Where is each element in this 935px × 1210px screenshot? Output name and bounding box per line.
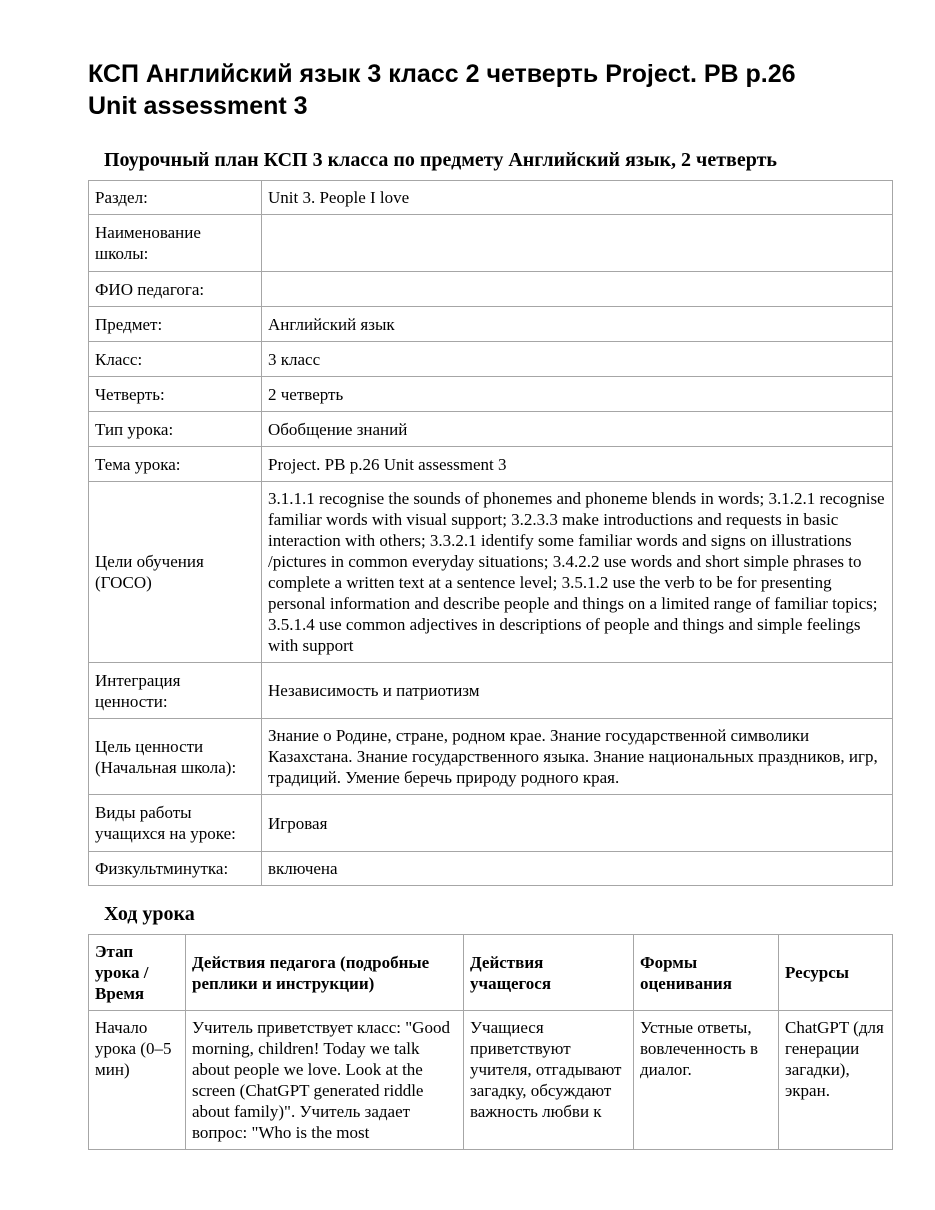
row-value — [262, 272, 893, 307]
row-label: Интеграция ценности: — [89, 663, 262, 719]
header-assessment: Формы оценивания — [634, 935, 779, 1011]
row-label: Тема урока: — [89, 447, 262, 482]
table-row — [89, 795, 893, 852]
header-student-actions: Действия учащегося — [464, 935, 634, 1011]
row-value: 3.1.1.1 recognise the sounds of phonemes and phoneme blends in words; 3.1.2.1 recognise familiar words with visual support; 3.2.3.3 make introductions and requests in basic interaction with others; 3.3.2.1 identify some familiar words and signs on illustrations /pictures in common everyday situations; 3.4.2.2 use words and short simple phrases to complete a written text at a sentence level; 3.5.1.2 use the verb to be for presenting personal information and describe people and things on a limited range of familiar topics; 3.5.1.4 use common adjectives in descriptions of people and things and simple feelings with support — [262, 482, 893, 663]
table-row — [89, 215, 893, 272]
row-value: 2 четверть — [262, 377, 893, 412]
cell-resources: ChatGPT (для генерации загадки), экран. — [779, 1011, 893, 1150]
row-value: Знание о Родине, стране, родном крае. Знание государственной символики Казахстана. Знание государственного языка. Знание национальных праздников, игр, традиций. Умение беречь природу родного края. — [262, 719, 893, 795]
table-row — [89, 719, 893, 795]
row-label: Четверть: — [89, 377, 262, 412]
header-stage: Этап урока / Время — [89, 935, 186, 1011]
table-row — [89, 663, 893, 719]
row-label: ФИО педагога: — [89, 272, 262, 307]
row-label: Цели обучения (ГОСО) — [89, 482, 262, 663]
row-value: Project. PB p.26 Unit assessment 3 — [262, 447, 893, 482]
document-title-line2: Unit assessment 3 — [88, 92, 308, 120]
row-label: Цель ценности (Начальная школа): — [89, 719, 262, 795]
table-row — [89, 852, 893, 886]
row-value: Unit 3. People I love — [262, 181, 893, 215]
row-label: Класс: — [89, 342, 262, 377]
document-page — [88, 58, 893, 1150]
row-label: Тип урока: — [89, 412, 262, 447]
cell-stage: Начало урока (0–5 мин) — [89, 1011, 186, 1150]
row-value: Независимость и патриотизм — [262, 663, 893, 719]
table-row — [89, 272, 893, 307]
plan-heading: Поурочный план КСП 3 класса по предмету Английский язык, 2 четверть — [104, 149, 777, 171]
row-value: Обобщение знаний — [262, 412, 893, 447]
cell-student-actions: Учащиеся приветствуют учителя, отгадывают загадку, обсуждают важность любви к — [464, 1011, 634, 1150]
row-value: включена — [262, 852, 893, 886]
header-resources: Ресурсы — [779, 935, 893, 1011]
table-header-row — [89, 935, 893, 1011]
table-row — [89, 377, 893, 412]
table-row — [89, 1011, 893, 1150]
row-label: Наименование школы: — [89, 215, 262, 272]
row-label: Предмет: — [89, 307, 262, 342]
cell-assessment: Устные ответы, вовлеченность в диалог. — [634, 1011, 779, 1150]
lesson-flow-heading: Ход урока — [104, 903, 195, 925]
lesson-info-table — [88, 180, 893, 886]
row-label: Раздел: — [89, 181, 262, 215]
row-value: Английский язык — [262, 307, 893, 342]
table-row — [89, 307, 893, 342]
document-title-line1: КСП Английский язык 3 класс 2 четверть Project. PB p.26 — [88, 60, 796, 88]
row-label: Физкультминутка: — [89, 852, 262, 886]
document-title — [88, 58, 893, 122]
row-value — [262, 215, 893, 272]
row-value: 3 класс — [262, 342, 893, 377]
lesson-flow-table — [88, 934, 893, 1150]
table-row — [89, 447, 893, 482]
header-teacher-actions: Действия педагога (подробные реплики и инструкции) — [186, 935, 464, 1011]
table-row — [89, 482, 893, 663]
table-row — [89, 412, 893, 447]
table-row — [89, 181, 893, 215]
table-row — [89, 342, 893, 377]
cell-teacher-actions: Учитель приветствует класс: "Good morning, children! Today we talk about people we love. Look at the screen (ChatGPT generated riddle about family)". Учитель задает вопрос: "Who is the most — [186, 1011, 464, 1150]
row-label: Виды работы учащихся на уроке: — [89, 795, 262, 852]
row-value: Игровая — [262, 795, 893, 852]
